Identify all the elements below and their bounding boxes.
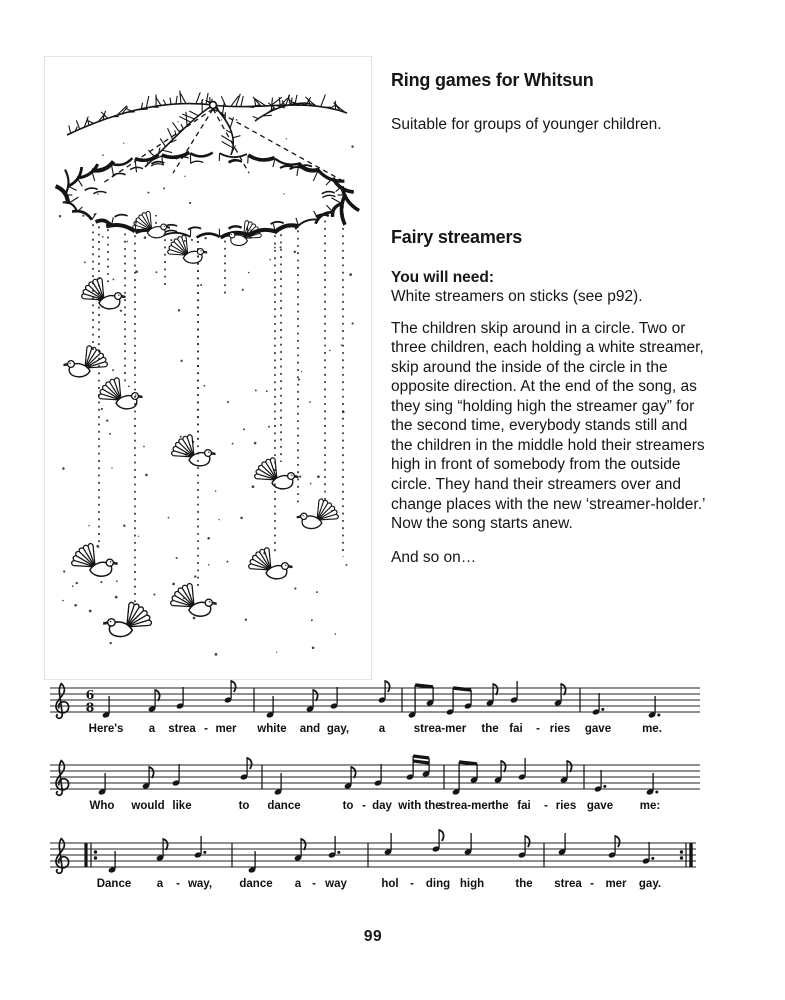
staff-line-3	[48, 833, 708, 895]
svg-text:way: way	[325, 878, 347, 890]
svg-text:strea: strea	[554, 878, 582, 890]
outro-text: And so on…	[391, 548, 477, 566]
svg-text:-: -	[536, 723, 540, 735]
svg-text:ries: ries	[549, 723, 571, 735]
svg-text:the: the	[515, 878, 533, 890]
mobile-illustration	[44, 56, 372, 680]
svg-text:gave: gave	[584, 723, 612, 735]
svg-text:-: -	[176, 878, 180, 890]
svg-text:mer: mer	[215, 723, 237, 735]
svg-text:-: -	[544, 800, 548, 812]
instructions-paragraph: The children skip around in a circle. Two or three children, each holding a white streamer, skip around the inside of the circle in the opposite direction. At the end of the song, as they sing “holding high the streamer gay” for the second time, everybody stands still and the children in the middle hold their streamers high in front of somebody from the outside circle. They hand their streamers over and change places with the new ‘streamer-holder.’ Now the song starts anew.	[391, 319, 705, 533]
svg-text:and: and	[299, 723, 321, 735]
mobile-illustration-drawing	[45, 57, 371, 679]
svg-text:a: a	[156, 878, 164, 890]
intro-text: Suitable for groups of younger children.	[391, 116, 662, 133]
svg-text:Here's: Here's	[88, 723, 124, 735]
svg-text:strea: strea	[168, 723, 196, 735]
music-system-2	[48, 755, 708, 817]
svg-text:Who: Who	[89, 800, 115, 812]
svg-text:fai: fai	[517, 800, 531, 812]
svg-text:me.: me.	[642, 723, 662, 735]
page-title: Ring games for Whitsun	[391, 70, 594, 90]
staff-line-2	[48, 755, 708, 817]
page-number: 99	[363, 928, 383, 945]
svg-text:strea-mer: strea-mer	[413, 723, 467, 735]
svg-text:8: 8	[85, 699, 95, 715]
svg-text:a: a	[294, 878, 302, 890]
svg-text:dance: dance	[239, 878, 273, 890]
svg-text:ries: ries	[555, 800, 577, 812]
svg-text:the: the	[481, 723, 499, 735]
svg-text:like: like	[172, 800, 192, 812]
svg-text:-: -	[590, 878, 594, 890]
svg-text:to: to	[238, 800, 250, 812]
svg-text:-: -	[312, 878, 316, 890]
svg-text:gay.: gay.	[638, 878, 662, 890]
svg-text:dance: dance	[267, 800, 301, 812]
svg-text:gave: gave	[586, 800, 614, 812]
you-will-need-label: You will need:	[391, 268, 495, 286]
music-system-1	[48, 678, 708, 740]
svg-text:the: the	[491, 800, 509, 812]
svg-text:a: a	[148, 723, 156, 735]
svg-text:a: a	[378, 723, 386, 735]
svg-text:6: 6	[85, 687, 95, 702]
svg-text:high: high	[459, 878, 485, 890]
section-title: Fairy streamers	[391, 226, 523, 247]
svg-text:way,: way,	[187, 878, 213, 890]
svg-text:gay,: gay,	[326, 723, 350, 735]
svg-text:me:: me:	[639, 800, 661, 812]
svg-text:would: would	[131, 800, 165, 812]
text-column	[391, 70, 711, 567]
svg-text:-: -	[362, 800, 366, 812]
svg-text:white: white	[257, 723, 287, 735]
svg-text:hol: hol	[381, 878, 399, 890]
you-will-need-text: White streamers on sticks (see p92).	[391, 288, 643, 306]
svg-text:mer: mer	[605, 878, 627, 890]
svg-text:Dance: Dance	[96, 878, 132, 890]
music-system-3	[48, 833, 708, 895]
svg-text:to: to	[342, 800, 354, 812]
svg-text:-: -	[410, 878, 414, 890]
svg-text:-: -	[204, 723, 208, 735]
staff-line-1	[48, 678, 708, 740]
svg-text:strea-mer: strea-mer	[439, 800, 493, 812]
svg-text:ding: ding	[425, 878, 451, 890]
svg-text:day: day	[372, 800, 392, 812]
svg-text:with the: with the	[398, 800, 442, 812]
svg-text:fai: fai	[509, 723, 523, 735]
